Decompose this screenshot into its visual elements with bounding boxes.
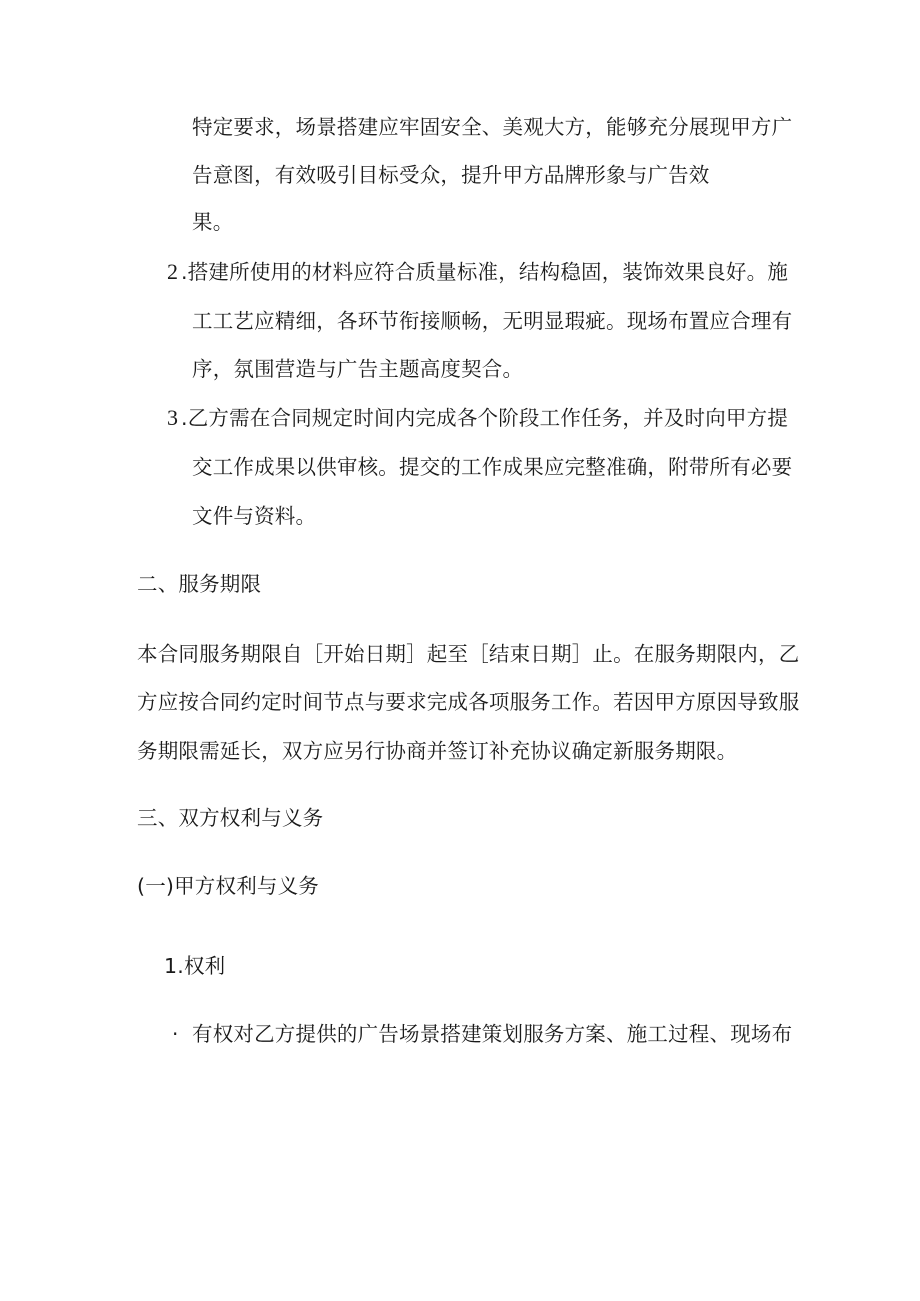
item2-line-2: 工工艺应精细，各环节衔接顺畅，无明显瑕疵。现场布置应合理有 [192, 309, 793, 333]
section2-line-1: 本合同服务期限自［开始日期］起至［结束日期］止。在服务期限内，乙 [137, 642, 800, 666]
item2-number: 2 [167, 259, 178, 284]
section2-line-2: 方应按合同约定时间节点与要求完成各项服务工作。若因甲方原因导致服 [137, 690, 800, 714]
section2-line-3: 务期限需延长，双方应另行协商并签订补充协议确定新服务期限。 [137, 739, 738, 763]
section3-heading: 三、双方权利与义务 [137, 806, 324, 830]
item3-line-2: 交工作成果以供审核。提交的工作成果应完整准确，附带所有必要 [192, 455, 793, 479]
item2-line-3: 序，氛围营造与广告主题高度契合。 [192, 357, 524, 381]
item1-line-1: 特定要求，场景搭建应牢固安全、美观大方，能够充分展现甲方广 [192, 115, 793, 139]
bullet-dot: · [172, 1022, 179, 1046]
item1-line-2: 告意图，有效吸引目标受众，提升甲方品牌形象与广告效 [192, 163, 710, 187]
bullet-line-1: 有权对乙方提供的广告场景搭建策划服务方案、施工过程、现场布 [192, 1022, 793, 1046]
item3-number: 3 [167, 405, 178, 430]
rights-heading: 1.权利 [164, 954, 226, 978]
item3-line-1: .乙方需在合同规定时间内完成各个阶段工作任务，并及时向甲方提 [181, 406, 789, 430]
item3-line-3: 文件与资料。 [192, 504, 317, 528]
section3-subheading: (一)甲方权利与义务 [137, 874, 319, 898]
section2-heading: 二、服务期限 [137, 572, 262, 596]
item2-line-1: .搭建所使用的材料应符合质量标准，结构稳固，装饰效果良好。施 [181, 260, 789, 284]
item1-line-3: 果。 [192, 210, 234, 234]
